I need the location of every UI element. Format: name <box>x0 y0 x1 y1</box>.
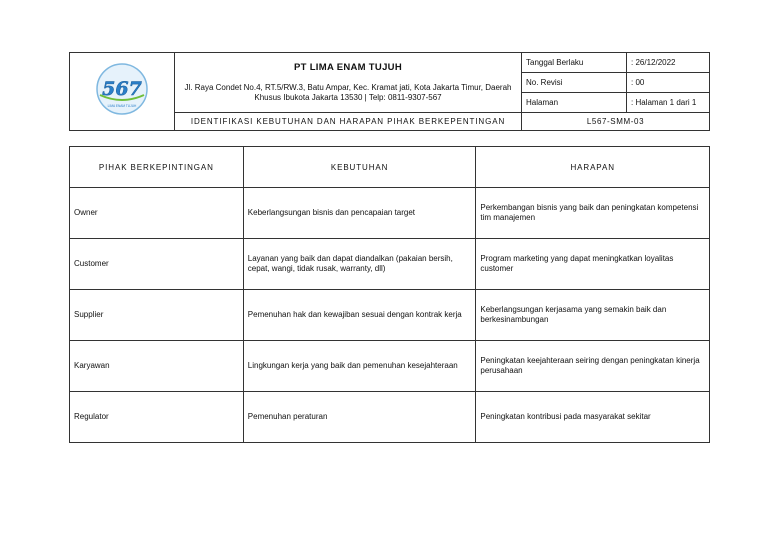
cell-kebutuhan: Layanan yang baik dan dapat diandalkan (pakaian bersih, cepat, wangi, tidak rusak, warranty, dll) <box>243 239 476 290</box>
company-logo <box>94 61 150 117</box>
cell-kebutuhan: Keberlangsungan bisnis dan pencapaian target <box>243 188 476 239</box>
meta-label-revisi: No. Revisi <box>522 73 627 93</box>
logo-tagline: LIMA ENAM TUJUH <box>107 104 137 108</box>
logo-number: 567 <box>102 78 142 100</box>
document-header <box>69 52 710 131</box>
company-cell <box>175 53 522 113</box>
document-code: L567-SMM-03 <box>522 113 710 131</box>
company-name: PT LIMA ENAM TUJUH <box>294 62 402 73</box>
table-row <box>70 290 710 341</box>
table-row <box>70 392 710 443</box>
column-header-pihak: PIHAK BERKEPINTINGAN <box>70 147 244 188</box>
table-row <box>70 239 710 290</box>
cell-kebutuhan: Pemenuhan hak dan kewajiban sesuai dengan kontrak kerja <box>243 290 476 341</box>
cell-harapan: Perkembangan bisnis yang baik dan peningkatan kompetensi tim manajemen <box>476 188 710 239</box>
meta-value-revisi: : 00 <box>627 73 710 93</box>
stakeholder-table <box>69 146 710 443</box>
company-address: Jl. Raya Condet No.4, RT.5/RW.3, Batu Ampar, Kec. Kramat jati, Kota Jakarta Timur, Daerah Khusus Ibukota Jakarta 13530 | Telp: 0811-9307-567 <box>184 83 512 102</box>
column-header-harapan: HARAPAN <box>476 147 710 188</box>
cell-pihak: Customer <box>70 239 244 290</box>
cell-pihak: Owner <box>70 188 244 239</box>
cell-pihak: Supplier <box>70 290 244 341</box>
cell-harapan: Keberlangsungan kerjasama yang semakin baik dan berkesinambungan <box>476 290 710 341</box>
column-header-kebutuhan: KEBUTUHAN <box>243 147 476 188</box>
cell-pihak: Regulator <box>70 392 244 443</box>
meta-label-tanggal: Tanggal Berlaku <box>522 53 627 73</box>
cell-kebutuhan: Lingkungan kerja yang baik dan pemenuhan kesejahteraan <box>243 341 476 392</box>
cell-harapan: Peningkatan keejahteraan seiring dengan peningkatan kinerja perusahaan <box>476 341 710 392</box>
meta-label-halaman: Halaman <box>522 93 627 113</box>
table-row <box>70 341 710 392</box>
cell-pihak: Karyawan <box>70 341 244 392</box>
logo-cell <box>70 53 175 131</box>
meta-value-halaman: : Halaman 1 dari 1 <box>627 93 710 113</box>
meta-value-tanggal: : 26/12/2022 <box>627 53 710 73</box>
table-row <box>70 188 710 239</box>
table-header-row <box>70 147 710 188</box>
cell-kebutuhan: Pemenuhan peraturan <box>243 392 476 443</box>
document-title: IDENTIFIKASI KEBUTUHAN DAN HARAPAN PIHAK BERKEPENTINGAN <box>175 113 522 131</box>
cell-harapan: Peningkatan kontribusi pada masyarakat sekitar <box>476 392 710 443</box>
cell-harapan: Program marketing yang dapat meningkatkan loyalitas customer <box>476 239 710 290</box>
